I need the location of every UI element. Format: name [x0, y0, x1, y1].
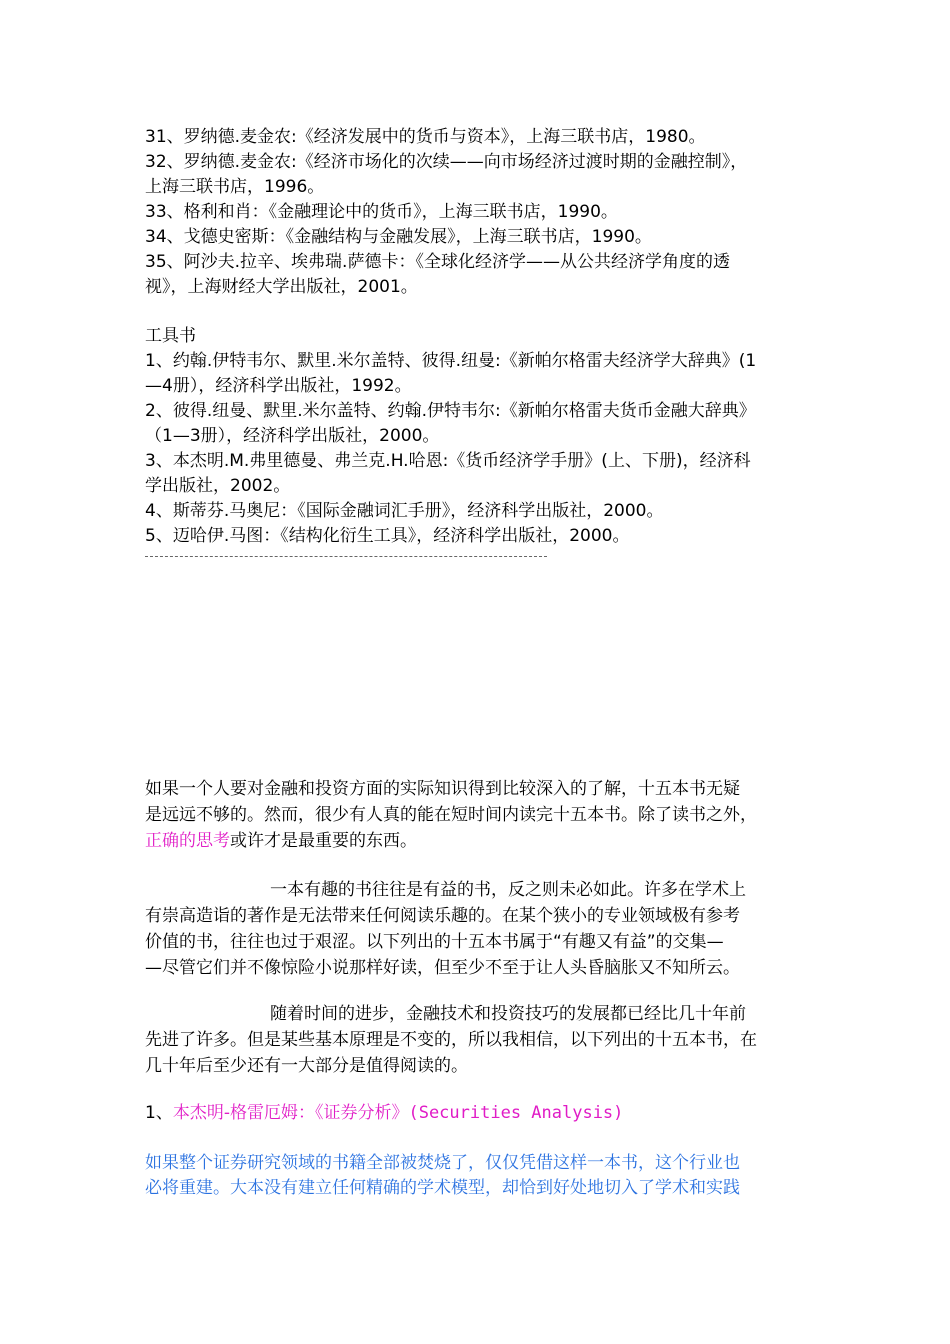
tool-line: 1、约翰.伊特韦尔、默里.米尔盖特、彼得.纽曼:《新帕尔格雷夫经济学大辞典》(1 [145, 351, 757, 371]
paragraph-line: 随着时间的进步，金融技术和投资技巧的发展都已经比几十年前 [270, 1004, 746, 1024]
book-english-title: (Securities Analysis) [408, 1103, 624, 1123]
tool-line: 2、彼得.纽曼、默里.米尔盖特、约翰.伊特韦尔:《新帕尔格雷夫货币金融大辞典》 [145, 401, 756, 421]
paragraph-line: 先进了许多。但是某些基本原理是不变的，所以我相信，以下列出的十五本书，在 [145, 1030, 757, 1050]
tool-line: 3、本杰明.M.弗里德曼、弗兰克.H.哈恩:《货币经济学手册》(上、下册)，经济科 [145, 451, 751, 471]
reference-line: 上海三联书店，1996。 [145, 177, 325, 197]
paragraph-line: 一本有趣的书往往是有益的书，反之则未必如此。许多在学术上 [270, 880, 746, 900]
reference-line: 视》，上海财经大学出版社，2001。 [145, 277, 418, 297]
book-description-line: 必将重建。大本没有建立任何精确的学术模型，却恰到好处地切入了学术和实践 [145, 1178, 740, 1198]
tool-line: 5、迈哈伊.马图：《结构化衍生工具》，经济科学出版社，2000。 [145, 526, 630, 546]
reference-line: 35、阿沙夫.拉辛、埃弗瑞.萨德卡：《全球化经济学——从公共经济学角度的透 [145, 252, 730, 272]
paragraph-line: 有崇高造诣的著作是无法带来任何阅读乐趣的。在某个狭小的专业领域极有参考 [145, 906, 740, 926]
reference-line: 33、格利和肖：《金融理论中的货币》，上海三联书店，1990。 [145, 202, 618, 222]
reference-line: 32、罗纳德.麦金农:《经济市场化的次续——向市场经济过渡时期的金融控制》， [145, 152, 748, 172]
paragraph-line: —尽管它们并不像惊险小说那样好读，但至少不至于让人头昏脑胀又不知所云。 [145, 958, 740, 978]
tools-heading: 工具书 [145, 326, 196, 346]
paragraph-line: 几十年后至少还有一大部分是值得阅读的。 [145, 1056, 468, 1076]
book-title: 本杰明-格雷厄姆：《证券分析》 [172, 1103, 409, 1123]
intro-line: 如果一个人要对金融和投资方面的实际知识得到比较深入的了解，十五本书无疑 [145, 779, 740, 799]
paragraph-line: 价值的书，往往也过于艰涩。以下列出的十五本书属于“有趣又有益”的交集— [145, 932, 724, 952]
book-description-line: 如果整个证券研究领域的书籍全部被焚烧了，仅仅凭借这样一本书，这个行业也 [145, 1153, 740, 1173]
book-heading [145, 1101, 815, 1125]
tool-line: 学出版社，2002。 [145, 476, 291, 496]
tool-line: —4册），经济科学出版社，1992。 [145, 376, 412, 396]
highlighted-phrase: 正确的思考 [145, 831, 230, 851]
intro-line: 是远远不够的。然而，很少有人真的能在短时间内读完十五本书。除了读书之外， [145, 805, 757, 825]
reference-line: 34、戈德史密斯：《金融结构与金融发展》，上海三联书店，1990。 [145, 227, 652, 247]
book-number: 1、 [145, 1103, 173, 1123]
intro-line [145, 829, 815, 853]
tool-line: 4、斯蒂芬.马奥尼：《国际金融词汇手册》，经济科学出版社，2000。 [145, 501, 664, 521]
tool-line: （1—3册），经济科学出版社，2000。 [145, 426, 440, 446]
intro-tail: 或许才是最重要的东西。 [230, 831, 417, 851]
reference-line: 31、罗纳德.麦金农:《经济发展中的货币与资本》，上海三联书店，1980。 [145, 127, 706, 147]
dashed-divider [145, 556, 547, 557]
